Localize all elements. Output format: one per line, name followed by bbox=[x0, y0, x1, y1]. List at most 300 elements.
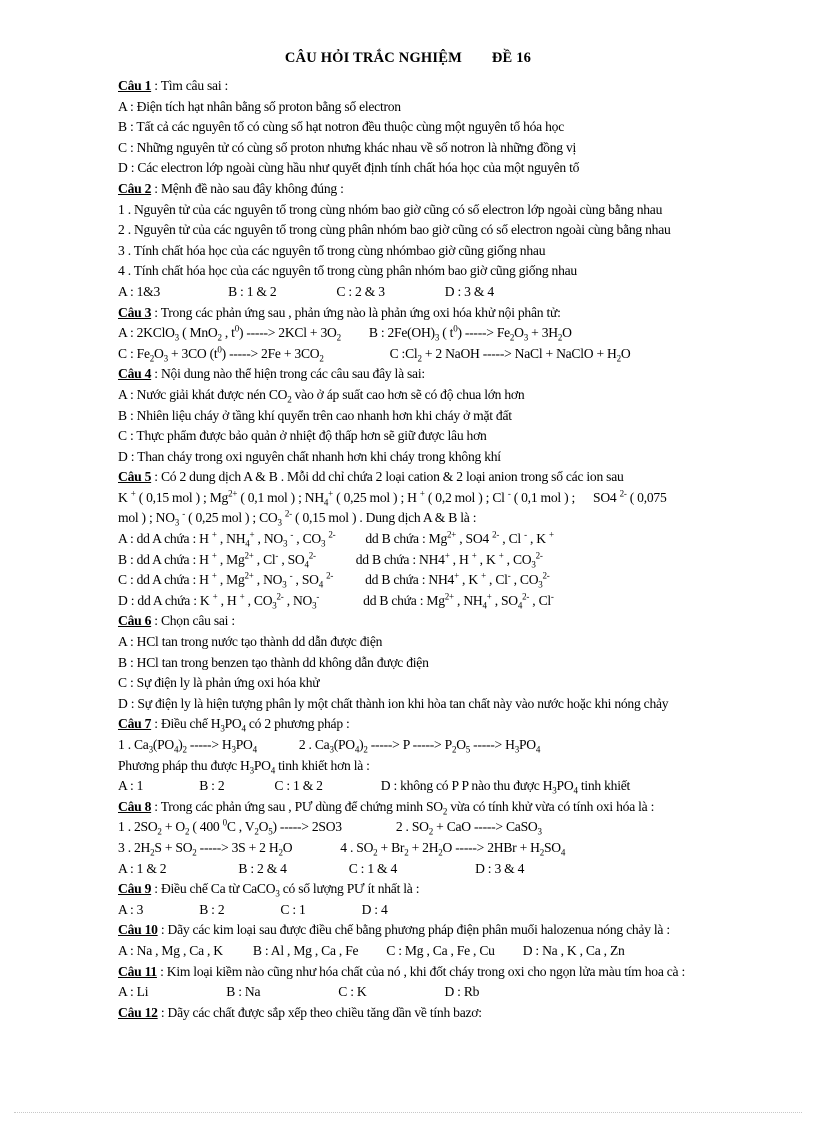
text-run: B : Na bbox=[226, 984, 261, 1000]
subscript: 2 bbox=[217, 332, 222, 343]
text-line bbox=[118, 323, 778, 344]
text-run: 1 . 2SO bbox=[118, 819, 158, 835]
text-run: C :Cl bbox=[389, 345, 418, 361]
text-run: C : K bbox=[338, 984, 367, 1000]
question-label: Câu 9 bbox=[118, 881, 152, 897]
superscript: + bbox=[549, 529, 554, 540]
text-run: : Nội dung nào thể hiện trong các câu sau đây là sai: bbox=[151, 366, 425, 382]
superscript: 2- bbox=[328, 529, 336, 540]
text-run: , Cl bbox=[485, 572, 508, 588]
subscript: 2 bbox=[539, 847, 544, 858]
text-run: , Mg bbox=[216, 551, 245, 567]
text-run: PO bbox=[253, 757, 271, 773]
question-label: Câu 12 bbox=[118, 1004, 158, 1020]
text-run: ( 0,2 mol ) ; Cl bbox=[424, 489, 508, 505]
text-run: , NO bbox=[283, 592, 313, 608]
text-run: : Điều chế Ca từ CaCO bbox=[151, 881, 276, 897]
text-line bbox=[118, 529, 778, 550]
text-line bbox=[118, 241, 778, 262]
text-run: O bbox=[153, 345, 164, 361]
text-run: + 2H bbox=[408, 839, 439, 855]
text-run: -----> P -----> P bbox=[367, 737, 452, 752]
text-line bbox=[118, 735, 778, 756]
subscript: 2 bbox=[428, 827, 433, 838]
text-run: , H bbox=[449, 551, 472, 567]
text-line bbox=[118, 76, 778, 97]
text-run: B : 2 bbox=[199, 901, 225, 917]
text-run: , NH bbox=[453, 592, 483, 608]
text-run: ( 0,25 mol ) ; CO bbox=[184, 510, 278, 526]
text-line bbox=[118, 900, 778, 921]
title-text: CÂU HỎI TRẮC NGHIỆM bbox=[284, 50, 463, 66]
subscript: 4 bbox=[241, 724, 246, 735]
subscript: 3 bbox=[277, 518, 282, 529]
text-line bbox=[118, 261, 778, 282]
subscript: 3 bbox=[282, 538, 288, 549]
subscript: 3 bbox=[249, 765, 254, 776]
text-line bbox=[118, 447, 778, 468]
text-run: D : dd A chứa : K bbox=[118, 592, 213, 608]
superscript: 2- bbox=[619, 488, 627, 499]
text-line bbox=[118, 467, 778, 488]
text-run: : Tìm câu sai : bbox=[151, 78, 229, 93]
text-line bbox=[118, 282, 778, 303]
text-run: C : 1 & 2 bbox=[274, 778, 323, 794]
subscript: 2 bbox=[442, 806, 448, 817]
text-run: tinh khiết bbox=[577, 778, 631, 794]
text-run: ( 0,15 mol ) . Dung dịch A & B là : bbox=[291, 510, 477, 526]
subscript: 3 bbox=[282, 579, 287, 590]
text-line bbox=[118, 158, 778, 179]
subscript: 2 bbox=[287, 394, 292, 405]
subscript: 2 bbox=[373, 847, 378, 858]
text-line bbox=[118, 406, 778, 427]
question-label: Câu 1 bbox=[118, 78, 152, 93]
subscript: 2 bbox=[184, 827, 190, 838]
text-run: -----> H bbox=[186, 737, 232, 752]
text-run: 4 . Tính chất hóa học của các nguyên tố trong cùng phân nhóm bao giờ cũng giống nhau bbox=[118, 263, 577, 279]
superscript: 0 bbox=[222, 817, 227, 828]
text-run: , CO bbox=[503, 551, 532, 567]
text-run: A : Na , Mg , Ca , K bbox=[118, 942, 223, 958]
superscript: 2- bbox=[535, 550, 543, 561]
text-run: C : 1 & 4 bbox=[348, 860, 398, 876]
text-run: , CO bbox=[510, 572, 539, 588]
superscript: 2- bbox=[308, 550, 316, 561]
subscript: 2 bbox=[192, 847, 197, 858]
text-run: + 3H bbox=[528, 325, 558, 341]
text-line bbox=[118, 653, 778, 674]
text-run: C : Sự điện ly là phản ứng oxi hóa khử bbox=[118, 675, 320, 691]
text-run: C : dd A chứa : H bbox=[118, 572, 212, 588]
superscript: - bbox=[290, 529, 294, 540]
text-run: : Có 2 dung dịch A & B . Mỗi dd chỉ chứa 2 loại cation & 2 loại anion trong số các ion sau bbox=[151, 469, 624, 485]
text-run: : Trong các phản ứng sau , phản ứng nào là phản ứng oxi hóa khử nội phân tử: bbox=[151, 304, 561, 320]
text-run: : Trong các phản ứng sau , PƯ dùng để chứng minh SO bbox=[151, 798, 443, 814]
text-run: ( 0,15 mol ) ; Mg bbox=[135, 489, 229, 505]
subscript: 2 bbox=[417, 353, 422, 364]
subscript: 3 bbox=[312, 600, 317, 611]
text-line bbox=[118, 220, 778, 241]
superscript: + bbox=[454, 570, 459, 581]
text-run: 1 . Ca bbox=[118, 737, 149, 752]
text-run: , K bbox=[526, 531, 549, 547]
text-run: A : 1 & 2 bbox=[118, 860, 167, 876]
subscript: 2 bbox=[451, 744, 457, 755]
question-label: Câu 7 bbox=[118, 716, 152, 732]
subscript: 4 bbox=[318, 579, 323, 590]
text-line bbox=[118, 611, 778, 632]
text-run: C , V bbox=[226, 819, 255, 835]
text-run: , Mg bbox=[216, 572, 245, 588]
text-run: , K bbox=[476, 551, 499, 567]
superscript: - bbox=[507, 488, 511, 499]
text-run: + Br bbox=[377, 839, 405, 855]
subscript: 3 bbox=[537, 827, 542, 838]
superscript: 0 bbox=[453, 323, 458, 334]
subscript: 2 bbox=[404, 847, 409, 858]
text-run: -----> H bbox=[470, 737, 515, 752]
superscript: 2+ bbox=[447, 529, 457, 540]
text-run: dd B chứa : Mg bbox=[363, 592, 445, 608]
superscript: + bbox=[212, 591, 218, 602]
text-run: O bbox=[282, 839, 293, 855]
superscript: 0 bbox=[217, 344, 222, 355]
subscript: 3 bbox=[220, 724, 225, 735]
text-run: 3 . 2H bbox=[118, 839, 151, 855]
text-run: -----> 3S + 2 H bbox=[196, 839, 279, 855]
superscript: 2+ bbox=[244, 550, 254, 561]
superscript: + bbox=[328, 488, 333, 499]
text-run: S + SO bbox=[154, 839, 193, 855]
subscript: 3 bbox=[320, 538, 326, 549]
text-run: PO bbox=[224, 716, 242, 732]
text-run: O bbox=[620, 345, 631, 361]
text-run: O bbox=[456, 737, 466, 752]
superscript: + bbox=[498, 550, 504, 561]
text-run: , SO bbox=[278, 551, 305, 567]
superscript: 2- bbox=[284, 508, 292, 519]
text-run: C : Fe bbox=[118, 345, 150, 361]
superscript: - bbox=[275, 550, 279, 561]
text-run: (PO bbox=[333, 737, 355, 752]
text-run: C : Những nguyên tử có cùng số proton nhưng khác nhau về số notron là những đồng vị bbox=[118, 139, 577, 155]
subscript: 4 bbox=[323, 497, 329, 508]
text-line bbox=[118, 632, 778, 653]
superscript: - bbox=[316, 591, 320, 602]
text-run: mol ) ; NO bbox=[118, 510, 175, 526]
text-run: ) bbox=[359, 737, 364, 752]
subscript: 5 bbox=[465, 744, 471, 755]
text-run: B : 2Fe(OH) bbox=[368, 325, 435, 341]
superscript: + bbox=[481, 570, 486, 581]
superscript: + bbox=[239, 591, 245, 602]
text-run: D : 3 & 4 bbox=[444, 283, 494, 299]
subscript: 3 bbox=[275, 888, 280, 899]
text-line bbox=[118, 508, 778, 529]
text-line bbox=[118, 797, 778, 818]
text-run: A : 1 bbox=[118, 778, 144, 794]
subscript: 3 bbox=[174, 518, 180, 529]
text-run: D : Sự điện ly là hiện tượng phân ly một chất thành ion khi hòa tan chất này vào nước hoặc khi nóng chảy bbox=[118, 695, 669, 711]
text-run: A : 3 bbox=[118, 901, 144, 917]
text-run: A : 2KClO bbox=[118, 325, 175, 341]
text-line bbox=[118, 303, 778, 324]
superscript: 0 bbox=[234, 323, 239, 334]
text-run: : Kim loại kiềm nào cũng như hóa chất của nó , khi đốt cháy trong oxi cho ngọn lửa màu tím hoa cà : bbox=[156, 963, 685, 979]
superscript: + bbox=[419, 488, 425, 499]
text-line bbox=[118, 591, 778, 612]
text-line bbox=[118, 550, 778, 571]
text-line bbox=[118, 385, 778, 406]
text-run: 2 . SO bbox=[395, 819, 429, 835]
text-line bbox=[118, 344, 778, 365]
text-run: B : Tất cả các nguyên tố có cùng số hạt notron đều thuộc cùng một nguyên tố hóa học bbox=[118, 119, 564, 135]
text-line bbox=[118, 879, 778, 900]
text-line bbox=[118, 941, 778, 962]
subscript: 2 bbox=[157, 827, 162, 838]
text-line bbox=[118, 920, 778, 941]
question-label: Câu 6 bbox=[118, 613, 152, 629]
text-run: C : 2 & 3 bbox=[336, 283, 385, 299]
text-run: B : Al , Mg , Ca , Fe bbox=[252, 942, 359, 958]
text-run: , K bbox=[458, 572, 482, 588]
question-label: Câu 8 bbox=[118, 798, 152, 814]
text-line bbox=[118, 488, 778, 509]
text-run: : Điều chế H bbox=[151, 716, 221, 732]
text-run: A : Li bbox=[118, 984, 149, 1000]
text-run: D : 3 & 4 bbox=[475, 860, 525, 876]
question-label: Câu 4 bbox=[118, 366, 152, 382]
subscript: 2 bbox=[363, 744, 368, 755]
text-line bbox=[118, 364, 778, 385]
text-run: C : 1 bbox=[280, 901, 306, 917]
text-run: có 2 phương pháp : bbox=[245, 716, 350, 732]
text-run: ( MnO bbox=[178, 325, 218, 341]
text-run: A : Điện tích hạt nhân bằng số proton bằng số electron bbox=[118, 98, 401, 114]
text-run: + 3CO (t bbox=[167, 345, 218, 361]
text-run: PO bbox=[518, 737, 536, 752]
subscript: 4 bbox=[482, 600, 487, 611]
text-run: , Cl bbox=[529, 592, 551, 608]
text-run: ) -----> 2SO3 bbox=[272, 819, 342, 835]
text-line bbox=[118, 859, 778, 880]
text-run: , SO bbox=[292, 572, 319, 588]
text-run: D : không có P P nào thu được H bbox=[380, 778, 553, 794]
text-line bbox=[118, 673, 778, 694]
text-line bbox=[118, 117, 778, 138]
text-run: , SO bbox=[491, 592, 518, 608]
text-run: dd B chứa : NH4 bbox=[355, 551, 445, 567]
text-run: , H bbox=[217, 592, 240, 608]
text-run: SO bbox=[543, 839, 561, 855]
subscript: 2 bbox=[616, 353, 621, 364]
text-run: : Dãy các kim loại sau được điều chế bằng phương pháp điện phân muối halozenua nóng chảy là : bbox=[157, 922, 670, 938]
text-run: ( 0,1 mol ) ; NH bbox=[237, 489, 324, 505]
text-line bbox=[118, 97, 778, 118]
superscript: + bbox=[486, 591, 492, 602]
superscript: + bbox=[444, 550, 450, 561]
text-run: B : HCl tan trong benzen tạo thành dd không dẫn được điện bbox=[118, 654, 429, 670]
text-run: C : Thực phẩm được bảo quản ở nhiệt độ thấp hơn sẽ giữ được lâu hơn bbox=[118, 428, 487, 444]
subscript: 4 bbox=[304, 559, 309, 570]
text-run: O -----> 2HBr + H bbox=[442, 839, 540, 855]
superscript: - bbox=[550, 591, 554, 602]
subscript: 3 bbox=[231, 744, 236, 755]
subscript: 3 bbox=[514, 744, 519, 755]
subscript: 2 bbox=[149, 353, 154, 364]
subscript: 3 bbox=[174, 332, 179, 343]
subscript: 4 bbox=[270, 765, 275, 776]
question-label: Câu 5 bbox=[118, 469, 152, 485]
text-run: 3 . Tính chất hóa học của các nguyên tố trong cùng nhómbao giờ cũng giống nhau bbox=[118, 242, 546, 258]
subscript: 4 bbox=[252, 744, 257, 755]
subscript: 3 bbox=[148, 744, 153, 755]
text-line bbox=[118, 138, 778, 159]
subscript: 4 bbox=[174, 744, 179, 755]
text-run: PO bbox=[556, 778, 574, 794]
text-run: D : 4 bbox=[361, 901, 388, 917]
text-run: , CO bbox=[293, 531, 321, 547]
subscript: 2 bbox=[278, 847, 283, 858]
subscript: 2 bbox=[557, 332, 563, 343]
text-run: K bbox=[118, 489, 131, 505]
superscript: 2- bbox=[276, 591, 284, 602]
text-run: A : Nước giải khát được nén CO bbox=[118, 386, 288, 402]
text-line bbox=[118, 776, 778, 797]
text-run: A : 1&3 bbox=[118, 283, 161, 299]
superscript: 2- bbox=[542, 570, 550, 581]
subscript: 2 bbox=[182, 744, 187, 755]
subscript: 4 bbox=[245, 538, 250, 549]
text-run: vừa có tính khử vừa có tính oxi hóa là : bbox=[447, 798, 655, 814]
text-line bbox=[118, 179, 778, 200]
text-run: , Cl bbox=[253, 551, 276, 567]
subscript: 2 bbox=[319, 353, 324, 364]
text-run: , SO4 bbox=[456, 531, 493, 547]
text-line bbox=[118, 982, 778, 1003]
subscript: 3 bbox=[538, 579, 543, 590]
text-run: D : Rb bbox=[444, 984, 480, 1000]
text-run: 2 . Ca bbox=[298, 737, 330, 752]
subscript: 5 bbox=[268, 827, 273, 838]
text-line bbox=[118, 756, 778, 777]
superscript: + bbox=[211, 529, 217, 540]
text-run: + CaO -----> CaSO bbox=[432, 819, 538, 835]
subscript: 3 bbox=[272, 600, 277, 611]
superscript: + bbox=[211, 570, 217, 581]
text-run: 1 . Nguyên tử của các nguyên tố trong cùng nhóm bao giờ cũng có số electron lớp ngoài cùng bằng nhau bbox=[118, 201, 663, 217]
exam-code: ĐỀ 16 bbox=[491, 50, 532, 66]
text-line bbox=[118, 962, 778, 983]
text-run: ) -----> 2Fe + 3CO bbox=[221, 345, 320, 361]
text-run: D : Các electron lớp ngoài cùng hầu như quyết định tính chất hóa học của một nguyên tố bbox=[118, 160, 580, 176]
text-run: : Dãy các chất được sắp xếp theo chiều tăng dần về tính bazơ: bbox=[157, 1004, 482, 1020]
subscript: 2 bbox=[438, 847, 443, 858]
text-run: D : Na , K , Ca , Zn bbox=[522, 942, 625, 958]
text-run: PO bbox=[235, 737, 253, 752]
text-run: + 2 NaOH -----> NaCl + NaClO + H bbox=[421, 345, 617, 361]
text-run: ( t bbox=[439, 325, 454, 341]
text-run: B : 1 & 2 bbox=[228, 283, 277, 299]
text-run: , NO bbox=[254, 531, 283, 547]
superscript: + bbox=[471, 550, 477, 561]
text-run: dd B chứa : Mg bbox=[365, 531, 448, 547]
text-run: , CO bbox=[244, 592, 273, 608]
text-run: , NO bbox=[253, 572, 283, 588]
subscript: 3 bbox=[531, 559, 536, 570]
text-run: + O bbox=[161, 819, 185, 835]
text-run: A : HCl tan trong nước tạo thành dd dẫn được điện bbox=[118, 634, 383, 650]
text-line bbox=[118, 426, 778, 447]
subscript: 4 bbox=[354, 744, 360, 755]
superscript: - bbox=[289, 570, 293, 581]
text-run: ( 0,1 mol ) ; bbox=[510, 489, 576, 505]
text-run: ( 400 bbox=[189, 819, 223, 835]
page-bottom-dotted-border bbox=[14, 1112, 802, 1113]
text-run: , Cl bbox=[499, 531, 525, 547]
text-run: C : Mg , Ca , Fe , Cu bbox=[386, 942, 495, 958]
text-line bbox=[118, 694, 778, 715]
text-run: D : Than cháy trong oxi nguyên chất nhanh hơn khi cháy trong không khí bbox=[118, 448, 501, 464]
superscript: + bbox=[249, 529, 255, 540]
subscript: 4 bbox=[517, 600, 523, 611]
text-run: B : Nhiên liệu cháy ở tầng khí quyển trên cao nhanh hơn khi cháy ở mặt đất bbox=[118, 407, 512, 423]
subscript: 3 bbox=[552, 785, 557, 796]
text-run: SO4 bbox=[593, 489, 620, 505]
text-line bbox=[118, 200, 778, 221]
text-run: (PO bbox=[152, 737, 174, 752]
subscript: 4 bbox=[560, 847, 566, 858]
text-run: : Mệnh đề nào sau đây không đúng : bbox=[151, 180, 344, 196]
text-run: , t bbox=[221, 325, 235, 341]
subscript: 2 bbox=[254, 827, 259, 838]
text-run: vào ở áp suất cao hơn sẽ có độ chua lớn hơn bbox=[291, 386, 525, 402]
text-run: B : dd A chứa : H bbox=[118, 551, 212, 567]
subscript: 3 bbox=[163, 353, 168, 364]
text-line bbox=[118, 570, 778, 591]
text-run: , NH bbox=[216, 531, 246, 547]
text-run: O bbox=[562, 325, 572, 341]
superscript: - bbox=[182, 508, 185, 519]
superscript: - bbox=[524, 529, 527, 540]
subscript: 4 bbox=[535, 744, 541, 755]
text-run: O bbox=[514, 325, 524, 341]
text-run: dd B chứa : NH4 bbox=[365, 572, 455, 588]
subscript: 4 bbox=[573, 785, 578, 796]
question-label: Câu 2 bbox=[118, 180, 152, 196]
text-run: B : 2 & 4 bbox=[238, 860, 287, 876]
text-run: 4 . SO bbox=[340, 839, 374, 855]
subscript: 2 bbox=[150, 847, 155, 858]
text-line bbox=[118, 1003, 778, 1024]
subscript: 3 bbox=[434, 332, 440, 343]
text-run: O bbox=[258, 819, 269, 835]
superscript: 2- bbox=[522, 591, 530, 602]
superscript: - bbox=[507, 570, 511, 581]
document-title bbox=[0, 50, 816, 67]
superscript: + bbox=[130, 488, 136, 499]
superscript: 2+ bbox=[228, 488, 238, 499]
subscript: 2 bbox=[336, 332, 341, 343]
text-line bbox=[118, 817, 778, 838]
text-run: ( 0,075 bbox=[626, 489, 667, 505]
text-run: 2 . Nguyên tử của các nguyên tố trong cùng phân nhóm bao giờ cũng có số electron ngoài cùng bằng nhau bbox=[118, 222, 671, 238]
text-run: có số lượng PƯ ít nhất là : bbox=[279, 881, 420, 897]
subscript: 2 bbox=[509, 332, 515, 343]
text-line bbox=[118, 838, 778, 859]
text-line bbox=[118, 714, 778, 735]
